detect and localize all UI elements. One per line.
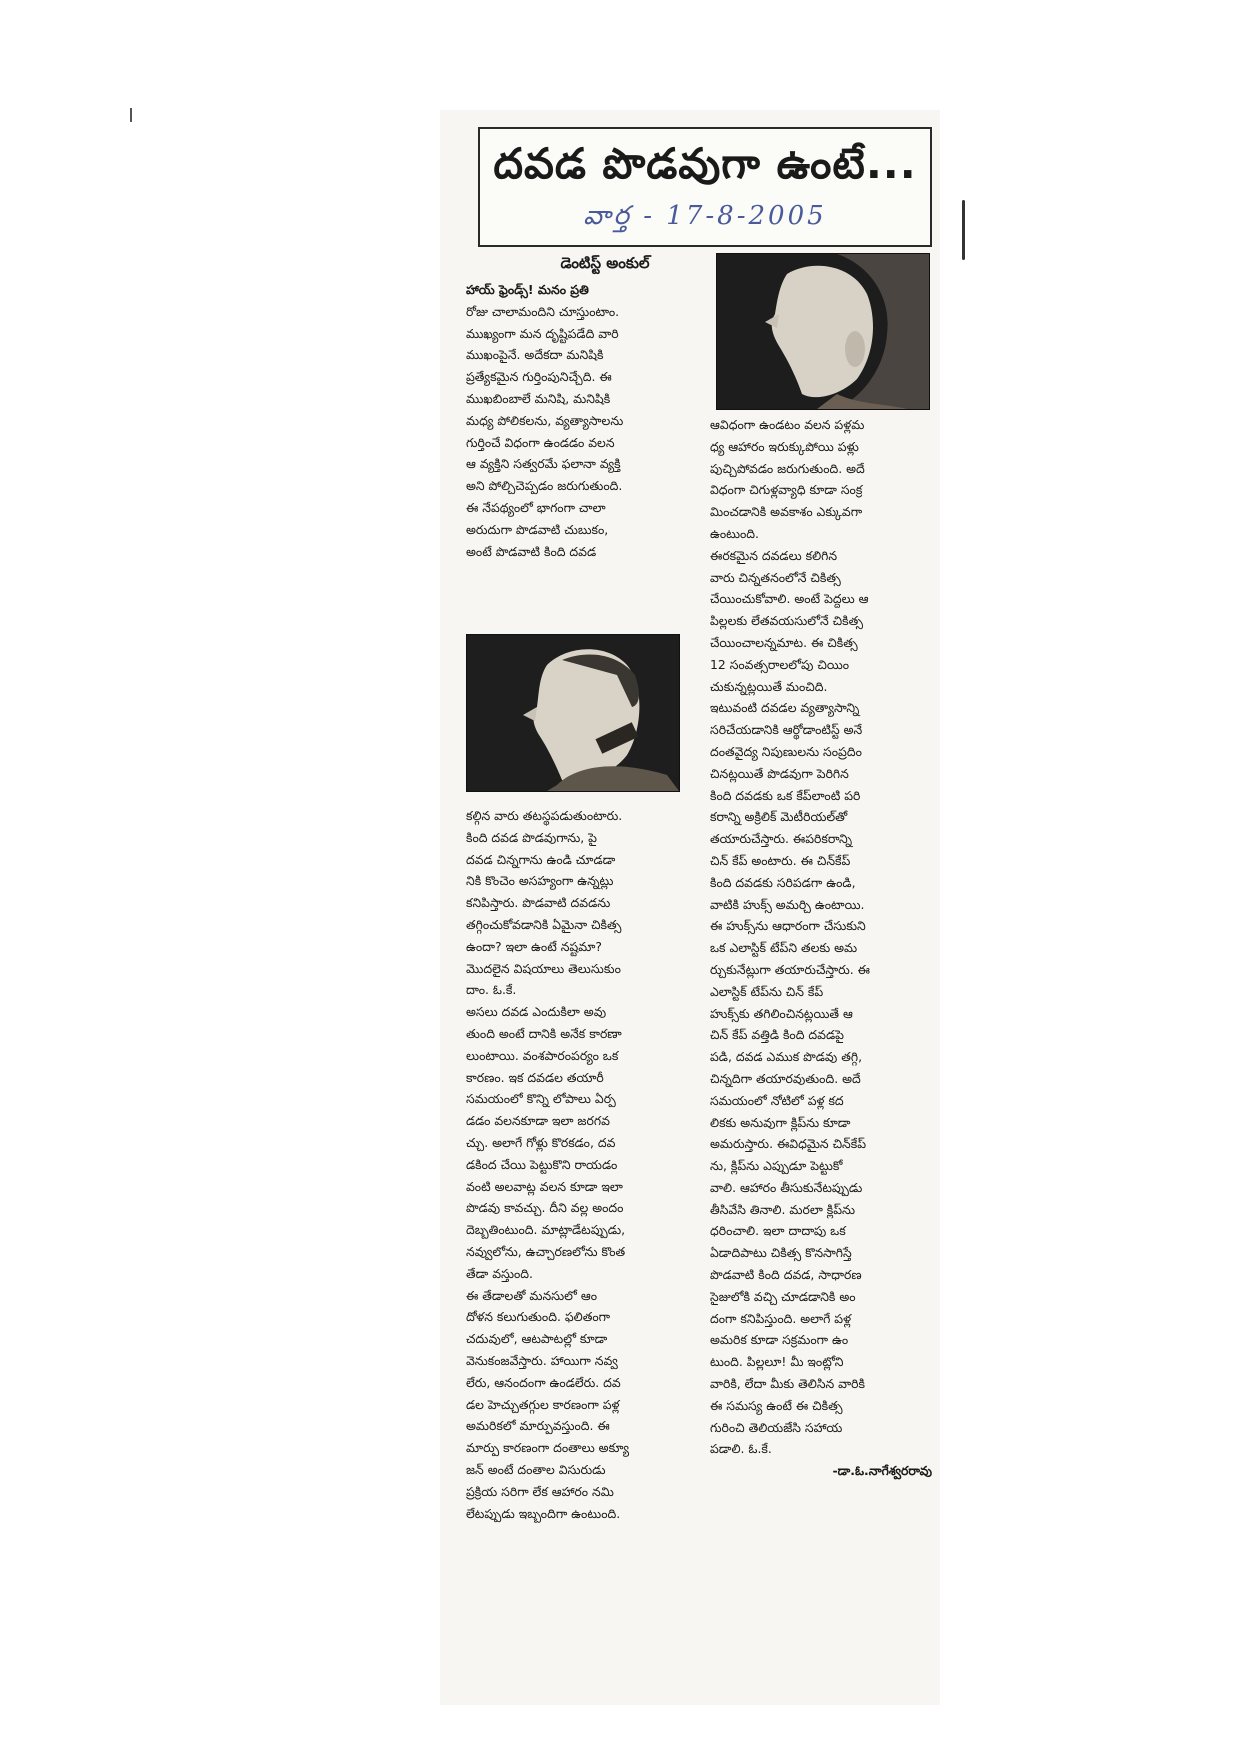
text-line: డకింద చేయి పెట్టుకొని రాయడం <box>466 1156 618 1172</box>
text-line: లేరు, ఆనందంగా ఉండలేరు. దవ <box>466 1374 621 1390</box>
text-line: 12 సంవత్సరాలలోపు చియిం <box>710 656 850 672</box>
text-line: చినట్లయితే పొడవుగా పెరిగిన <box>710 765 849 781</box>
text-line: కింది దవడకు సరిపడగా ఉండి, <box>710 874 856 890</box>
text-line: పొడవాటి కింది దవడ, సాధారణ <box>710 1267 862 1283</box>
left-column-bottom <box>466 805 680 1524</box>
text-line: అంటే పొడవాటి కింది దవడ <box>466 543 597 559</box>
text-line: కరాన్ని అక్రిలిక్ మెటీరియల్‌తో <box>710 809 848 825</box>
text-line: ధరించాలి. ఇలా దాదాపు ఒక <box>710 1223 846 1239</box>
text-line: ముఖంపైనే. అదేకదా మనిషికి <box>466 347 604 363</box>
text-line: ఏడాదిపాటు చికిత్స కొనసాగిస్తే <box>710 1245 852 1261</box>
text-line: చిన్ కేప్ వత్తిడి కింది దవడపై <box>710 1027 844 1043</box>
text-line: ముఖ్యంగా మన దృష్టిపడేది వారి <box>466 325 619 341</box>
text-line: చిన్నదిగా తయారవుతుంది. అదే <box>710 1070 861 1086</box>
text-line: మార్పు కారణంగా దంతాలు అక్యూ <box>466 1440 630 1456</box>
text-line: సరిచేయడానికి ఆర్థోడాంటిస్ట్ అనే <box>710 722 863 738</box>
text-line: అమరిక కూడా సక్రమంగా ఉం <box>710 1332 849 1348</box>
headline-box <box>478 127 932 247</box>
text-line: వంటి అలవాట్ల వలన కూడా ఇలా <box>466 1178 623 1194</box>
text-line: దోళన కలుగుతుంది. ఫలితంగా <box>466 1309 611 1325</box>
text-line: ఈ హుక్స్‌ను ఆధారంగా చేసుకుని <box>710 918 866 934</box>
text-line: పొడవు కావచ్చు. దీని వల్ల అందం <box>466 1200 624 1216</box>
text-line: ఆవిధంగా ఉండటం వలన పళ్లమ <box>710 417 865 432</box>
text-line: సమయంలో నోటిలో పళ్ల కద <box>710 1092 844 1108</box>
text-line: రోజు చాలామందిని చూస్తుంటాం. <box>466 303 620 319</box>
text-line: తీసివేసి తినాలి. మరలా క్లిప్‌ను <box>710 1201 855 1217</box>
text-line: లికకు అనువుగా క్లిప్‌ను కూడా <box>710 1114 851 1130</box>
text-line: పుచ్చిపోవడం జరుగుతుంది. అదే <box>710 460 865 476</box>
edge-mark <box>962 200 965 260</box>
text-line: చదువులో, ఆటపాటల్లో కూడా <box>466 1331 608 1347</box>
text-line: డల హెచ్చుతగ్గుల కారణంగా పళ్ల <box>466 1396 620 1412</box>
left-column-top <box>466 279 680 562</box>
headline: దవడ పొడవుగా ఉంటే... <box>493 139 917 188</box>
handwritten-date-stamp: వార్త - 17-8-2005 <box>583 201 827 231</box>
text-line: తయారుచేస్తారు. ఈపరికరాన్ని <box>710 831 852 847</box>
text-line: ప్రత్యేకమైన గుర్తింపునిచ్చేది. ఈ <box>466 369 612 385</box>
text-line: ఎలాస్టిక్ టేప్‌ను చిన్ కేప్ <box>710 983 824 999</box>
text-line: ముఖబింబాలే మనిషి, మనిషికి <box>466 390 611 406</box>
text-line: ఈ సమస్య ఉంటే ఈ చికిత్స <box>710 1397 843 1413</box>
text-line: అని పోల్చిచెప్పడం జరుగుతుంది. <box>466 478 623 494</box>
text-line: మొదలైన విషయాలు తెలుసుకుం <box>466 960 621 976</box>
text-line: చ్చు. అలాగే గోళ్లు కొరకడం, దవ <box>466 1134 616 1150</box>
text-line: ఆ వ్యక్తిని సత్వరమే ఫలానా వ్యక్తి <box>466 456 621 472</box>
text-line: ఉంటుంది. <box>710 525 759 541</box>
text-line: ధ్య ఆహారం ఇరుక్కుపోయి పళ్లు <box>710 438 859 454</box>
text-line: దాం. ఓ.కే. <box>466 982 517 998</box>
text-line: హాయ్ ఫ్రెండ్స్! మనం ప్రతి <box>466 282 589 297</box>
text-line: లుంటాయి. వంశపారంపర్యం ఒక <box>466 1047 619 1063</box>
text-line: కనిపిస్తారు. పొడవాటి దవడను <box>466 895 611 911</box>
profile-photo-2 <box>466 634 680 792</box>
author-signature: -డా.ఓ.నాగేశ్వరరావు <box>832 1463 932 1479</box>
text-line: కింది దవడకు ఒక కేప్‌లాంటి పరి <box>710 787 861 803</box>
text-line: విధంగా చిగుళ్లవ్యాధి కూడా సంక్ర <box>710 482 863 498</box>
text-line: వారు చిన్నతనంలోనే చికిత్స <box>710 569 841 585</box>
text-line: గుర్తించే విధంగా ఉండడం వలన <box>466 434 615 450</box>
text-line: ఒక ఎలాస్టిక్ టేప్‌ని తలకు అమ <box>710 940 858 956</box>
text-line: దెబ్బతింటుంది. మాట్లాడేటప్పుడు, <box>466 1222 626 1238</box>
text-line: డడం వలనకూడా ఇలా జరగవ <box>466 1113 610 1129</box>
text-line: వాలి. ఆహారం తీసుకునేటప్పుడు <box>710 1179 863 1195</box>
text-line: అసలు దవడ ఎందుకిలా అవు <box>466 1004 607 1020</box>
text-line: నవ్వులోను, ఉచ్చారణలోను కొంత <box>466 1243 626 1259</box>
text-line: మధ్య పోలికలను, వ్యత్యాసాలను <box>466 412 624 428</box>
text-line: వాటికి హుక్స్ అమర్చి ఉంటాయి. <box>710 896 865 912</box>
text-line: కల్గిన వారు తటస్థపడుతుంటారు. <box>466 808 623 823</box>
text-line: హుక్స్‌కు తగిలించినట్లయితే ఆ <box>710 1005 853 1021</box>
text-line: ఇటువంటి దవడల వ్యత్యాసాన్ని <box>710 700 860 716</box>
text-line: చుకున్నట్లయితే మంచిది. <box>710 678 828 694</box>
text-line: ర్చుకునేట్లుగా తయారుచేస్తారు. ఈ <box>710 961 870 977</box>
text-line: సైజులోకి వచ్చి చూడడానికి అం <box>710 1288 856 1304</box>
text-line: పడాలి. ఓ.కే. <box>710 1441 772 1457</box>
text-line: దంగా కనిపిస్తుంది. అలాగే పళ్ల <box>710 1310 852 1326</box>
text-line: ఈరకమైన దవడలు కలిగిన <box>710 547 838 563</box>
text-line: ను, క్లిప్‌ను ఎప్పుడూ పెట్టుకో <box>710 1158 843 1174</box>
profile-photo-1 <box>716 253 930 410</box>
text-line: సమయంలో కొన్ని లోపాలు ఏర్ప <box>466 1091 616 1107</box>
text-line: ఉందా? ఇలా ఉంటే నష్టమా? <box>466 938 602 954</box>
text-line: చేయించుకోవాలి. అంటే పెద్దలు ఆ <box>710 591 869 607</box>
text-line: వెనుకంజవేస్తారు. హాయిగా నవ్వ <box>466 1352 618 1368</box>
text-line: గురించి తెలియజేసి సహాయ <box>710 1419 843 1435</box>
text-line: ఈ నేపథ్యంలో భాగంగా చాలా <box>466 499 606 515</box>
text-line: వారికి, లేదా మీకు తెలిసిన వారికి <box>710 1376 865 1392</box>
text-line: తగ్గించుకోవడానికి ఏమైనా చికిత్స <box>466 916 622 932</box>
text-line: కారణం. ఇక దవడల తయారీ <box>466 1069 604 1085</box>
text-line: చిన్ కేప్ అంటారు. ఈ చిన్‌కేప్ <box>710 852 851 868</box>
right-column <box>710 414 932 1482</box>
text-line: తేడా వస్తుంది. <box>466 1265 533 1281</box>
text-line: నికి కొంచెం అసహ్యంగా ఉన్నట్లు <box>466 873 614 889</box>
text-line: అమరికలో మార్పువస్తుంది. ఈ <box>466 1418 610 1434</box>
text-line: టుంది. పిల్లలూ! మీ ఇంట్లోని <box>710 1354 844 1370</box>
text-line: తుంది అంటే దానికి అనేక కారణా <box>466 1025 622 1041</box>
text-line: జన్ అంటే దంతాల విసురుడు <box>466 1461 606 1477</box>
text-line: అమరుస్తారు. ఈవిధమైన చిన్‌కేప్ <box>710 1136 867 1152</box>
byline: డెంటిస్ట్ అంకుల్ <box>560 254 650 272</box>
text-line: దవడ చిన్నగాను ఉండి చూడడా <box>466 851 616 867</box>
text-line: ఈ తేడాలతో మనసులో ఆం <box>466 1287 598 1303</box>
text-line: మించడానికి అవకాశం ఎక్కువగా <box>710 504 863 520</box>
text-line: పడి, దవడ ఎముక పొడవు తగ్గి, <box>710 1049 863 1065</box>
text-line: పిల్లలకు లేతవయసులోనే చికిత్స <box>710 613 863 629</box>
text-line: లేటప్పుడు ఇబ్బందిగా ఉంటుంది. <box>466 1505 621 1521</box>
margin-tick <box>130 108 132 122</box>
text-line: అరుదుగా పొడవాటి చుబుకం, <box>466 521 609 537</box>
text-line: చేయించాలన్నమాట. ఈ చికిత్స <box>710 634 858 650</box>
text-line: ప్రక్రియ సరిగా లేక ఆహారం నమి <box>466 1483 614 1499</box>
text-line: దంతవైద్య నిపుణులను సంప్రదిం <box>710 743 862 759</box>
text-line: కింది దవడ పొడవుగాను, పై <box>466 829 597 845</box>
